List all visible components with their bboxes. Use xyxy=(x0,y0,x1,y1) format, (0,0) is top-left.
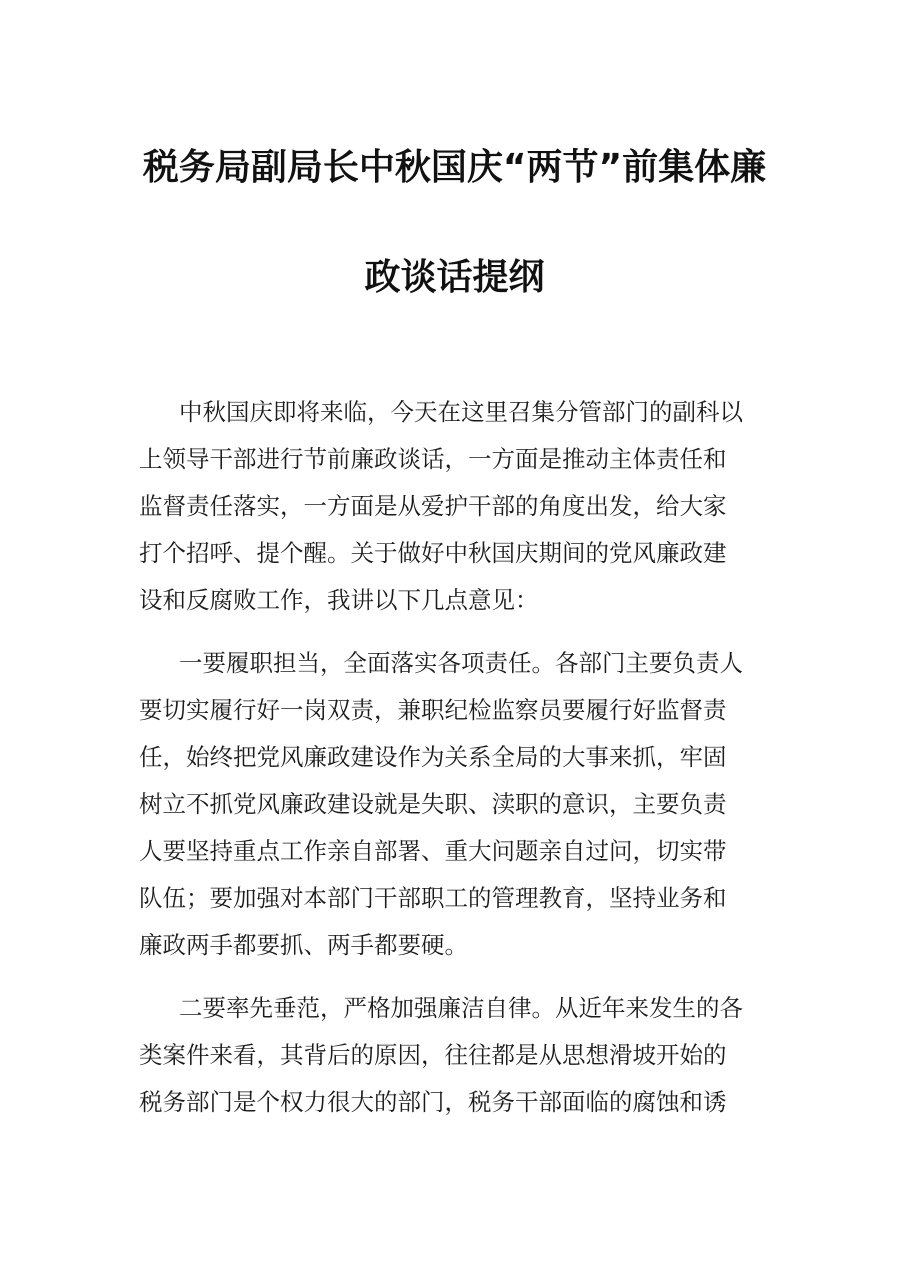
paragraph-line: 树立不抓党风廉政建设就是失职、渎职的意识，主要负责 xyxy=(139,790,727,818)
paragraph-line: 设和反腐败工作，我讲以下几点意见： xyxy=(139,586,539,614)
paragraph-line: 税务部门是个权力很大的部门，税务干部面临的腐蚀和诱 xyxy=(139,1088,727,1116)
document-title-line-2: 政谈话提纲 xyxy=(364,257,545,298)
paragraph-line: 任，始终把党风廉政建设作为关系全局的大事来抓，牢固 xyxy=(139,743,727,771)
paragraph-line: 人要坚持重点工作亲自部署、重大问题亲自过问，切实带 xyxy=(139,837,727,865)
paragraph-3 xyxy=(139,985,773,1126)
paragraph-line: 二要率先垂范，严格加强廉洁自律。从近年来发生的各 xyxy=(179,994,743,1022)
paragraph-line: 监督责任落实，一方面是从爱护干部的角度出发，给大家 xyxy=(139,492,727,520)
paragraph-line: 类案件来看，其背后的原因，往往都是从思想滑坡开始的 xyxy=(139,1041,727,1069)
paragraph-line: 中秋国庆即将来临，今天在这里召集分管部门的副科以 xyxy=(179,398,743,426)
paragraph-line: 队伍；要加强对本部门干部职工的管理教育，坚持业务和 xyxy=(139,884,727,912)
paragraph-line: 一要履职担当，全面落实各项责任。各部门主要负责人 xyxy=(179,649,743,677)
paragraph-line: 打个招呼、提个醒。关于做好中秋国庆期间的党风廉政建 xyxy=(139,539,727,567)
document-title-line-1: 税务局副局长中秋国庆“两节”前集体廉 xyxy=(142,147,767,188)
paragraph-line: 要切实履行好一岗双责，兼职纪检监察员要履行好监督责 xyxy=(139,696,727,724)
paragraph-line: 上领导干部进行节前廉政谈话，一方面是推动主体责任和 xyxy=(139,445,727,473)
paragraph-2 xyxy=(139,640,773,969)
paragraph-1 xyxy=(139,389,773,624)
paragraph-line: 廉政两手都要抓、两手都要硬。 xyxy=(139,931,468,959)
